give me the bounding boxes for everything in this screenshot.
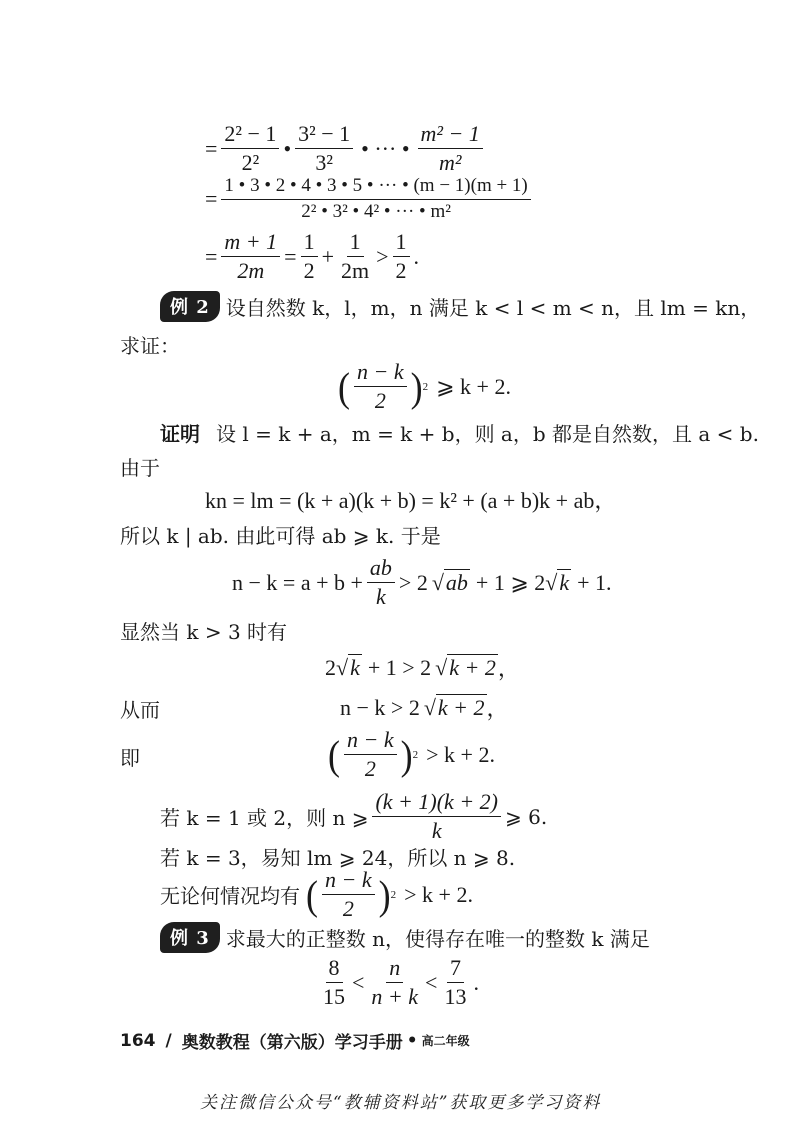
proof-line-3: 所以 k | ab. 由此可得 ab ⩾ k. 于是 — [120, 524, 441, 548]
proof-label: 证明 — [160, 422, 200, 446]
page-footer: 164 / 奥数教程（第六版）学习手册 • 高二年级 — [120, 1028, 470, 1053]
fraction: $\frac{n}{n + k}$ — [371, 955, 419, 1010]
chain-line-2: = $\frac{1 • 3 • 2 • 4 • 3 • 5 • \cdot\cdot\cdot • (m - 1)(m + 1)}{\text{2² • 3² • 4² • ··· • m²}}$ — [205, 176, 535, 223]
fraction: $\frac{n - k}{2}$ — [344, 728, 397, 781]
example-2-claim: ( $\frac{n - k}{2}$ ) 2 ⩾ k + 2. — [338, 359, 511, 414]
proof-line-4: 显然当 k > 3 时有 — [120, 620, 288, 644]
fraction: $\frac{1}{2}$ — [393, 230, 410, 283]
fraction: $\frac{8}{15}$ — [323, 955, 345, 1010]
example-2-prove: 求证： — [120, 334, 180, 358]
fraction: $\frac{m + 1}{2m}$ — [221, 230, 280, 283]
proof-equation-5: ( $\frac{n - k}{2}$ ) 2 > k + 2. — [328, 727, 495, 782]
label-ie: 即 — [120, 746, 140, 770]
fraction: $\frac{\text{3² − 1}}{\text{3²}}$ — [295, 122, 353, 175]
proof-equation-4: n − k > 2 √ k + 2 ， — [340, 694, 509, 721]
fraction: $\frac{n - k}{2}$ — [322, 868, 375, 921]
chain-line-3: = $\frac{m + 1}{2m}$ = $\frac{1}{2}$ + $\frac{1}{2m}$ > $\frac{1}{2}$ . — [205, 229, 420, 284]
fraction: $\frac{1 • 3 • 2 • 4 • 3 • 5 • \cdot\cdot\cdot • (m - 1)(m + 1)}{\text{2² • 3² • 4² • ··· • m²}}$ — [221, 176, 530, 223]
fraction: $\frac{(k + 1)(k + 2)}{k}$ — [372, 790, 501, 843]
case-2: 若 k = 3，易知 lm ⩾ 24，所以 n ⩾ 8. — [160, 846, 516, 870]
fraction: $\frac{n - k}{2}$ — [354, 360, 407, 413]
book-title: 奥数教程（第六版）学习手册 — [181, 1033, 403, 1053]
example-2-statement: 例 2 设自然数 k，l，m，n 满足 k < l < m < n，且 lm = kn， — [160, 291, 760, 322]
example-3-statement: 例 3 求最大的正整数 n，使得存在唯一的整数 k 满足 — [160, 922, 650, 953]
fraction: $\frac{ab}{k}$ — [367, 556, 395, 609]
fraction: $\frac{7}{13}$ — [444, 955, 467, 1010]
example-badge: 例 2 — [160, 291, 220, 322]
chain-line-1: = $\frac{\text{2² − 1}}{\text{2²}}$ • $\frac{\text{3² − 1}}{\text{3²}}$ • ··· • $\frac{\text{m² − 1}}{\text{m²}}$ — [205, 122, 487, 175]
example-3-inequality: $\frac{8}{15}$ < $\frac{n}{n + k}$ < $\frac{7}{13}$ . — [316, 956, 479, 1009]
proof-line-2: 由于 — [120, 456, 160, 480]
example-badge: 例 3 — [160, 922, 220, 953]
proof-equation-1: kn = lm = (k + a)(k + b) = k² + (a + b)k + ab， — [205, 488, 617, 513]
label-thus: 从而 — [120, 698, 160, 722]
proof-line-1: 证明 设 l = k + a，m = k + b，则 a，b 都是自然数，且 a < b. — [160, 418, 759, 447]
fraction: $\frac{\text{m² − 1}}{\text{m²}}$ — [418, 122, 483, 175]
fraction: $\frac{\text{2² − 1}}{\text{2²}}$ — [221, 122, 279, 175]
proof-equation-3: 2 √ k + 1 > 2 √ k + 2 ， — [325, 654, 520, 681]
conclusion: 无论何情况均有 ( $\frac{n - k}{2}$ ) 2 > k + 2. — [160, 867, 473, 922]
fraction: $\frac{1}{2m}$ — [341, 229, 370, 284]
page-number: 164 — [120, 1030, 156, 1051]
bottom-note: 关注微信公众号“教辅资料站”获取更多学习资料 — [200, 1093, 602, 1113]
grade-label: 高二年级 — [421, 1034, 470, 1048]
case-1: 若 k = 1 或 2，则 n ⩾ $\frac{(k + 1)(k + 2)}{k}$ ⩾ 6. — [160, 789, 548, 844]
proof-equation-2: n − k = a + b + $\frac{ab}{k}$ > 2 √ ab + 1 ⩾ 2 √ k + 1. — [232, 555, 612, 610]
fraction: $\frac{1}{2}$ — [301, 230, 318, 283]
